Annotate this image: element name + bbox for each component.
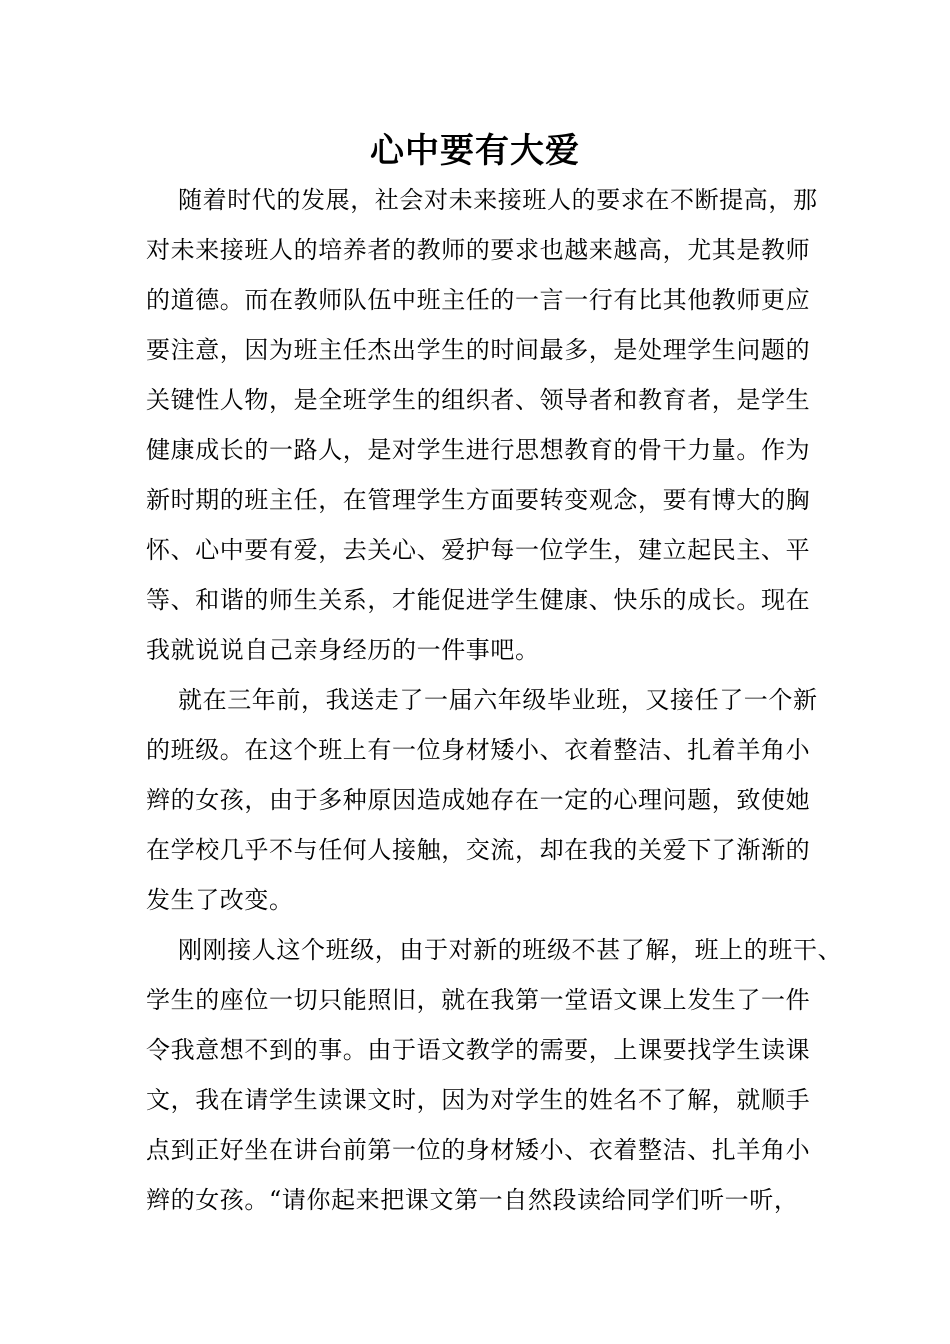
text-line: 健康成长的一路人，是对学生进行思想教育的骨干力量。作为 (146, 436, 811, 464)
text-line: 关键性人物，是全班学生的组织者、领导者和教育者，是学生 (146, 386, 811, 414)
text-line: 发生了改变。 (146, 886, 294, 914)
text-line: 要注意，因为班主任杰出学生的时间最多，是处理学生问题的 (146, 336, 811, 364)
text-line: 对未来接班人的培养者的教师的要求也越来越高，尤其是教师 (146, 236, 811, 264)
text-line: 的班级。在这个班上有一位身材矮小、衣着整洁、扎着羊角小 (146, 736, 811, 764)
text-line: 辫的女孩，由于多种原因造成她存在一定的心理问题，致使她 (146, 786, 811, 814)
text-line: 我就说说自己亲身经历的一件事吧。 (146, 636, 540, 664)
text-line: 新时期的班主任，在管理学生方面要转变观念，要有博大的胸 (146, 486, 811, 514)
text-line: 等、和谐的师生关系，才能促进学生健康、快乐的成长。现在 (146, 586, 811, 614)
text-line: 随着时代的发展，社会对未来接班人的要求在不断提高，那 (178, 186, 818, 214)
text-line: 在学校几乎不与任何人接触，交流，却在我的关爱下了渐渐的 (146, 836, 811, 864)
text-line: 怀、心中要有爱，去关心、爱护每一位学生，建立起民主、平 (146, 536, 811, 564)
text-line: 点到正好坐在讲台前第一位的身材矮小、衣着整洁、扎羊角小 (146, 1136, 811, 1164)
text-line: 刚刚接人这个班级，由于对新的班级不甚了解，班上的班干、 (178, 936, 843, 964)
text-line: 辫的女孩。“请你起来把课文第一自然段读给同学们听一听， (146, 1186, 799, 1214)
text-line: 的道德。而在教师队伍中班主任的一言一行有比其他教师更应 (146, 286, 811, 314)
document-title: 心中要有大爱 (370, 131, 580, 171)
text-line: 令我意想不到的事。由于语文教学的需要，上课要找学生读课 (146, 1036, 811, 1064)
text-line: 文，我在请学生读课文时，因为对学生的姓名不了解，就顺手 (146, 1086, 811, 1114)
text-line: 就在三年前，我送走了一届六年级毕业班，又接任了一个新 (178, 686, 818, 714)
text-line: 学生的座位一切只能照旧，就在我第一堂语文课上发生了一件 (146, 986, 811, 1014)
